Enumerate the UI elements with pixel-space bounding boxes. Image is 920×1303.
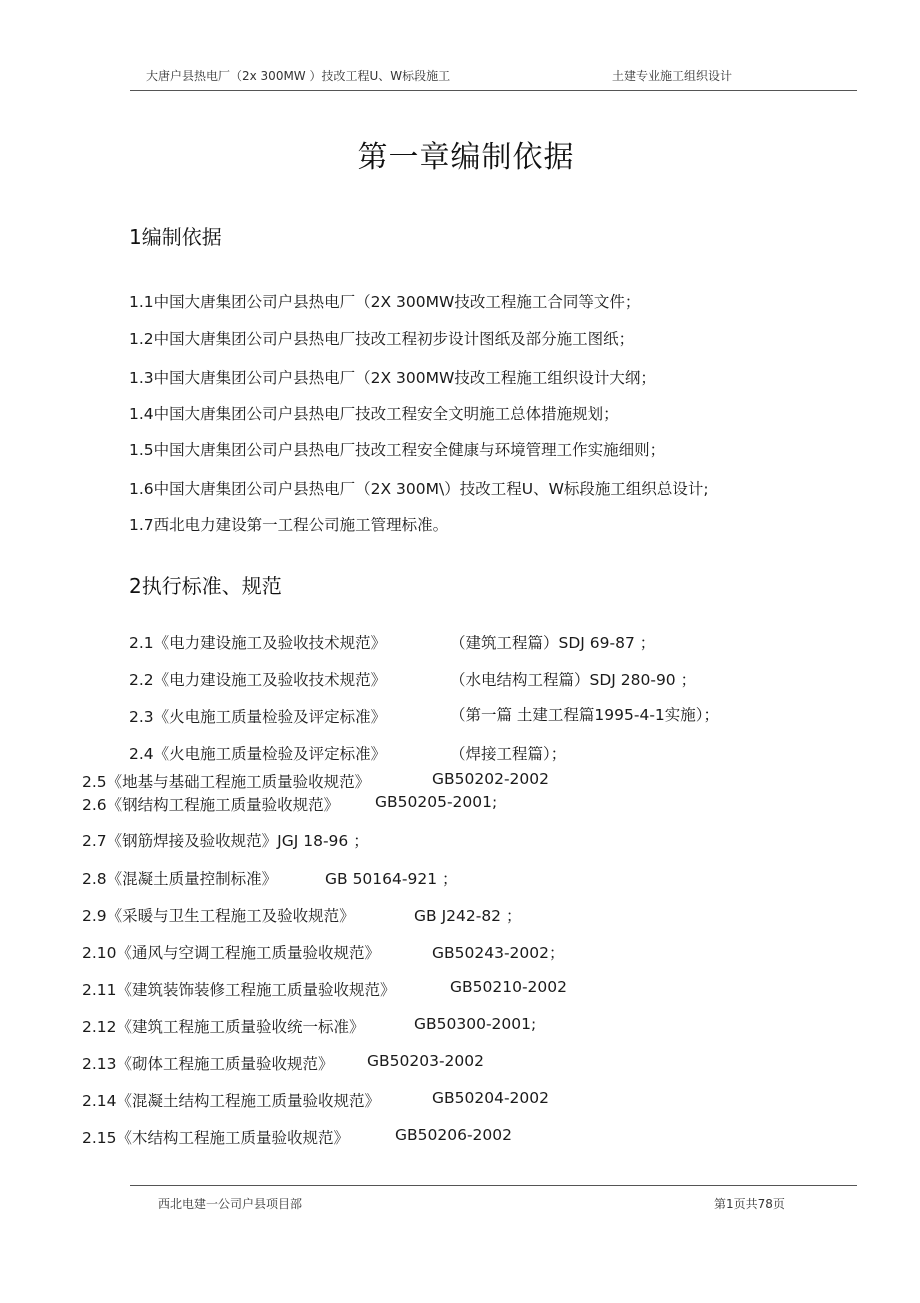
standard-item-name: 2.14《混凝土结构工程施工质量验收规范》 [82, 1092, 381, 1110]
header-rule [130, 90, 857, 91]
standard-item-code: GB50243-2002； [432, 944, 565, 962]
standard-item-code: GB 50164-921 ； [325, 870, 458, 888]
standard-item-code: GB J242-82 ； [414, 907, 522, 925]
standard-item-code: （焊接工程篇）； [450, 745, 567, 763]
basis-item-1-7: 1.7西北电力建设第一工程公司施工管理标准。 [129, 516, 449, 534]
section-1-heading: 1编制依据 [129, 225, 222, 249]
basis-item-1-4: 1.4中国大唐集团公司户县热电厂技改工程安全文明施工总体措施规划； [129, 405, 619, 423]
basis-item-1-3: 1.3中国大唐集团公司户县热电厂（2X 300MW技改工程施工组织设计大纲； [129, 369, 656, 387]
standard-item-code: （建筑工程篇）SDJ 69-87 ； [450, 634, 656, 652]
standard-item-name: 2.8《混凝土质量控制标准》 [82, 870, 278, 888]
basis-item-1-5: 1.5中国大唐集团公司户县热电厂技改工程安全健康与环境管理工作实施细则； [129, 441, 666, 459]
standard-item-name: 2.6《钢结构工程施工质量验收规范》 [82, 796, 340, 814]
standard-item-name: 2.10《通风与空调工程施工质量验收规范》 [82, 944, 381, 962]
standard-item-name: 2.1《电力建设施工及验收技术规范》 [129, 634, 387, 652]
standard-item-code: GB50204-2002 [432, 1089, 549, 1107]
standard-item-code: GB50210-2002 [450, 978, 567, 996]
header-right: 土建专业施工组织设计 [612, 69, 733, 83]
standard-item-code: （水电结构工程篇）SDJ 280-90 ； [450, 671, 697, 689]
chapter-title: 第一章编制依据 [357, 140, 575, 175]
basis-item-1-1: 1.1中国大唐集团公司户县热电厂（2X 300MW技改工程施工合同等文件； [129, 293, 641, 311]
standard-item-name: 2.2《电力建设施工及验收技术规范》 [129, 671, 387, 689]
standard-item-name: 2.15《木结构工程施工质量验收规范》 [82, 1129, 350, 1147]
basis-item-1-2: 1.2中国大唐集团公司户县热电厂技改工程初步设计图纸及部分施工图纸； [129, 330, 635, 348]
standard-item-name: 2.7《钢筋焊接及验收规范》JGJ 18-96 ； [82, 832, 369, 850]
standard-item-name: 2.11《建筑装饰装修工程施工质量验收规范》 [82, 981, 396, 999]
header-left: 大唐户县热电厂（2x 300MW ）技改工程U、W标段施工 [146, 69, 451, 83]
standard-item-name: 2.9《采暖与卫生工程施工及验收规范》 [82, 907, 355, 925]
standard-item-name: 2.13《砌体工程施工质量验收规范》 [82, 1055, 334, 1073]
standard-item-code: （第一篇 土建工程篇1995-4-1实施）； [450, 706, 720, 724]
page-number: 第1页共78页 [714, 1197, 785, 1211]
footer-left: 西北电建一公司户县项目部 [158, 1197, 303, 1211]
standard-item-name: 2.12《建筑工程施工质量验收统一标准》 [82, 1018, 365, 1036]
standard-item-code: GB50300-2001; [414, 1015, 537, 1033]
standard-item-code: GB50206-2002 [395, 1126, 512, 1144]
basis-item-1-6: 1.6中国大唐集团公司户县热电厂（2X 300M\）技改工程U、W标段施工组织总设计; [129, 480, 709, 498]
standard-item-name: 2.3《火电施工质量检验及评定标准》 [129, 708, 387, 726]
standard-item-name: 2.4《火电施工质量检验及评定标准》 [129, 745, 387, 763]
footer-rule [130, 1185, 857, 1186]
standard-item-name: 2.5《地基与基础工程施工质量验收规范》 [82, 773, 371, 791]
standard-item-code: GB50205-2001; [375, 793, 498, 811]
section-2-heading: 2执行标准、规范 [129, 574, 282, 598]
standard-item-code: GB50202-2002 [432, 770, 549, 788]
standard-item-code: GB50203-2002 [367, 1052, 484, 1070]
